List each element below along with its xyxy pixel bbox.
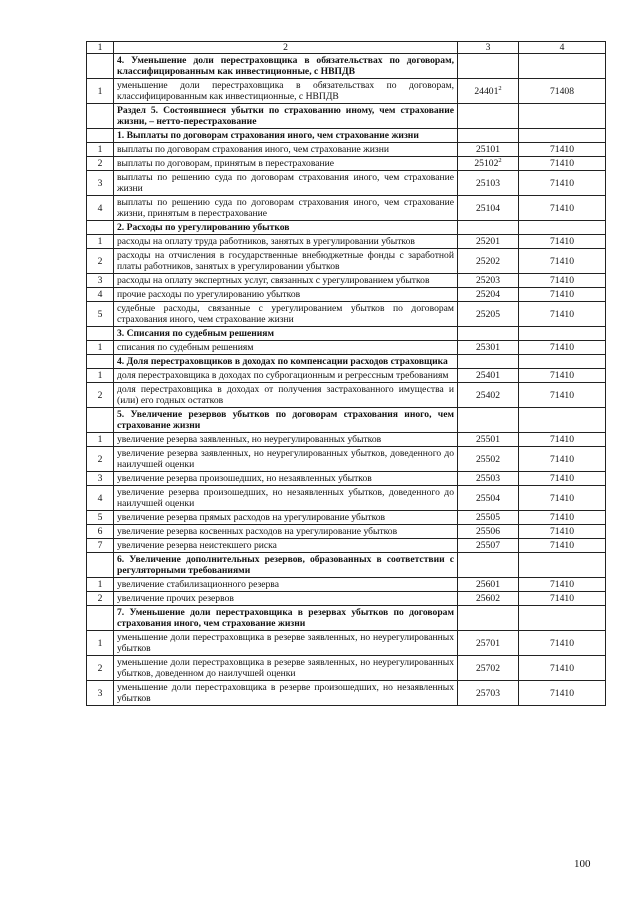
symbol-code: 71410 bbox=[519, 249, 606, 274]
row-number: 1 bbox=[87, 369, 114, 383]
account-code-value: 25202 bbox=[476, 255, 500, 267]
table-row bbox=[87, 486, 606, 511]
table-row bbox=[87, 447, 606, 472]
table-row bbox=[87, 274, 606, 288]
account-code bbox=[458, 486, 519, 511]
table-row bbox=[87, 235, 606, 249]
header-col-1: 1 bbox=[87, 42, 114, 54]
item-description: списания по судебным решениям bbox=[114, 341, 458, 355]
table-row bbox=[87, 302, 606, 327]
symbol-code bbox=[519, 606, 606, 631]
table-row bbox=[87, 656, 606, 681]
symbol-code: 71410 bbox=[519, 302, 606, 327]
account-code bbox=[458, 606, 519, 631]
row-number: 2 bbox=[87, 157, 114, 171]
symbol-code: 71410 bbox=[519, 472, 606, 486]
table-body bbox=[87, 42, 606, 706]
section-heading-row bbox=[87, 129, 606, 143]
row-number bbox=[87, 355, 114, 369]
row-number bbox=[87, 408, 114, 433]
account-code-value: 25103 bbox=[476, 177, 500, 189]
account-code bbox=[458, 681, 519, 706]
account-code bbox=[458, 578, 519, 592]
row-number bbox=[87, 221, 114, 235]
symbol-code: 71410 bbox=[519, 341, 606, 355]
section-title: 6. Увеличение дополнительных резервов, образованных в соответствии с регуляторными требованиями bbox=[114, 553, 458, 578]
item-description: расходы на оплату труда работников, занятых в урегулировании убытков bbox=[114, 235, 458, 249]
row-number: 1 bbox=[87, 578, 114, 592]
symbol-code: 71410 bbox=[519, 486, 606, 511]
account-code bbox=[458, 302, 519, 327]
symbol-code bbox=[519, 553, 606, 578]
item-description: выплаты по договорам страхования иного, чем страхование жизни bbox=[114, 143, 458, 157]
section-title: 7. Уменьшение доли перестраховщика в резервах убытков по договорам страхования иного, чем страхование жизни bbox=[114, 606, 458, 631]
account-code bbox=[458, 433, 519, 447]
symbol-code: 71410 bbox=[519, 171, 606, 196]
page-number: 100 bbox=[574, 858, 591, 870]
row-number: 1 bbox=[87, 143, 114, 157]
account-code bbox=[458, 592, 519, 606]
row-number bbox=[87, 129, 114, 143]
account-code-value: 25602 bbox=[476, 593, 500, 604]
item-description: расходы на оплату экспертных услуг, связанных с урегулированием убытков bbox=[114, 274, 458, 288]
row-number: 1 bbox=[87, 433, 114, 447]
symbol-code bbox=[519, 355, 606, 369]
item-description: увеличение резерва прямых расходов на урегулирование убытков bbox=[114, 511, 458, 525]
section-title: Раздел 5. Состоявшиеся убытки по страхованию иному, чем страхование жизни, – нетто-перестрахование bbox=[114, 104, 458, 129]
account-code bbox=[458, 327, 519, 341]
account-code-value: 25205 bbox=[476, 308, 500, 320]
account-code-value: 24401 bbox=[474, 85, 499, 97]
account-code bbox=[458, 472, 519, 486]
symbol-code bbox=[519, 129, 606, 143]
item-description: увеличение резерва произошедших, но незаявленных убытков bbox=[114, 472, 458, 486]
symbol-code: 71410 bbox=[519, 525, 606, 539]
symbol-code: 71410 bbox=[519, 157, 606, 171]
account-code bbox=[458, 235, 519, 249]
account-code-value: 25601 bbox=[476, 579, 500, 590]
account-code bbox=[458, 249, 519, 274]
account-code-value: 25502 bbox=[476, 453, 500, 465]
account-code bbox=[458, 553, 519, 578]
table-row bbox=[87, 631, 606, 656]
symbol-code bbox=[519, 327, 606, 341]
account-code-value: 25402 bbox=[476, 389, 500, 401]
table-row bbox=[87, 525, 606, 539]
row-number: 4 bbox=[87, 196, 114, 221]
item-description: увеличение резерва косвенных расходов на урегулирование убытков bbox=[114, 525, 458, 539]
row-number: 6 bbox=[87, 525, 114, 539]
item-description: уменьшение доли перестраховщика в резерве заявленных, но неурегулированных убытков bbox=[114, 631, 458, 656]
account-code-value: 25702 bbox=[476, 662, 500, 674]
header-col-4: 4 bbox=[519, 42, 606, 54]
account-code-value: 25504 bbox=[476, 492, 500, 504]
symbol-code: 71410 bbox=[519, 383, 606, 408]
account-code-value: 25301 bbox=[476, 342, 500, 353]
account-code bbox=[458, 631, 519, 656]
row-number: 2 bbox=[87, 447, 114, 472]
row-number: 2 bbox=[87, 656, 114, 681]
symbol-code: 71410 bbox=[519, 681, 606, 706]
item-description: увеличение резерва неистекшего риска bbox=[114, 539, 458, 553]
account-code bbox=[458, 143, 519, 157]
section-heading-row bbox=[87, 221, 606, 235]
item-description: выплаты по решению суда по договорам страхования иного, чем страхование жизни, принятым в перестрахование bbox=[114, 196, 458, 221]
table-row bbox=[87, 249, 606, 274]
account-code-value: 25503 bbox=[476, 473, 500, 484]
table-row bbox=[87, 143, 606, 157]
section-title: 2. Расходы по урегулированию убытков bbox=[114, 221, 458, 235]
section-title: 3. Списания по судебным решениям bbox=[114, 327, 458, 341]
section-heading-row bbox=[87, 327, 606, 341]
item-description: увеличение прочих резервов bbox=[114, 592, 458, 606]
item-description: судебные расходы, связанные с урегулированием убытков по договорам страхования иного, чем страхование жизни bbox=[114, 302, 458, 327]
account-code bbox=[458, 196, 519, 221]
section-heading-row bbox=[87, 54, 606, 79]
symbol-code: 71410 bbox=[519, 511, 606, 525]
header-col-2: 2 bbox=[114, 42, 458, 54]
table-row bbox=[87, 288, 606, 302]
section-heading-row bbox=[87, 553, 606, 578]
account-code bbox=[458, 355, 519, 369]
row-number: 3 bbox=[87, 274, 114, 288]
symbol-code: 71410 bbox=[519, 196, 606, 221]
row-number bbox=[87, 553, 114, 578]
account-code bbox=[458, 79, 519, 104]
row-number: 3 bbox=[87, 472, 114, 486]
symbol-code: 71410 bbox=[519, 539, 606, 553]
item-description: увеличение резерва заявленных, но неурегулированных убытков bbox=[114, 433, 458, 447]
account-code-value: 25507 bbox=[476, 540, 500, 551]
account-code bbox=[458, 539, 519, 553]
footnote-marker: 2 bbox=[498, 84, 502, 92]
symbol-code: 71410 bbox=[519, 447, 606, 472]
footnote-marker: 2 bbox=[498, 156, 502, 164]
item-description: увеличение резерва произошедших, но незаявленных убытков, доведенного до наилучшей оценки bbox=[114, 486, 458, 511]
account-code bbox=[458, 129, 519, 143]
account-code-value: 25506 bbox=[476, 526, 500, 537]
row-number: 7 bbox=[87, 539, 114, 553]
account-code bbox=[458, 171, 519, 196]
table-row bbox=[87, 681, 606, 706]
header-col-3: 3 bbox=[458, 42, 519, 54]
item-description: уменьшение доли перестраховщика в обязательствах по договорам, классифицированным как инвестиционные, с НВПДВ bbox=[114, 79, 458, 104]
row-number: 4 bbox=[87, 288, 114, 302]
section-heading-row bbox=[87, 408, 606, 433]
item-description: доля перестраховщика в доходах от получения застрахованного имущества и (или) его годных остатков bbox=[114, 383, 458, 408]
symbol-code bbox=[519, 54, 606, 79]
table-row bbox=[87, 171, 606, 196]
table-row bbox=[87, 369, 606, 383]
account-code-value: 25505 bbox=[476, 512, 500, 523]
account-code-value: 25501 bbox=[476, 434, 500, 445]
item-description: уменьшение доли перестраховщика в резерве заявленных, но неурегулированных убытков, доведенном до наилучшей оценки bbox=[114, 656, 458, 681]
table-row bbox=[87, 433, 606, 447]
symbol-code: 71410 bbox=[519, 631, 606, 656]
table-row bbox=[87, 539, 606, 553]
table-row bbox=[87, 383, 606, 408]
section-title: 5. Увеличение резервов убытков по договорам страхования иного, чем страхование жизни bbox=[114, 408, 458, 433]
section-title: 4. Доля перестраховщиков в доходах по компенсации расходов страховщика bbox=[114, 355, 458, 369]
account-code bbox=[458, 369, 519, 383]
table-row bbox=[87, 79, 606, 104]
section-heading-row bbox=[87, 104, 606, 129]
item-description: увеличение стабилизационного резерва bbox=[114, 578, 458, 592]
section-title: 1. Выплаты по договорам страхования иного, чем страхование жизни bbox=[114, 129, 458, 143]
row-number: 3 bbox=[87, 171, 114, 196]
row-number: 3 bbox=[87, 681, 114, 706]
symbol-code: 71410 bbox=[519, 656, 606, 681]
account-code bbox=[458, 511, 519, 525]
symbol-code: 71408 bbox=[519, 79, 606, 104]
item-description: доля перестраховщика в доходах по суброгационным и регрессным требованиям bbox=[114, 369, 458, 383]
accounts-table bbox=[86, 41, 606, 706]
row-number bbox=[87, 54, 114, 79]
account-code-value: 25203 bbox=[476, 275, 500, 286]
table-row bbox=[87, 341, 606, 355]
account-code-value: 25703 bbox=[476, 687, 500, 699]
account-code bbox=[458, 383, 519, 408]
symbol-code: 71410 bbox=[519, 369, 606, 383]
item-description: уменьшение доли перестраховщика в резерве произошедших, но незаявленных убытков bbox=[114, 681, 458, 706]
account-code-value: 25201 bbox=[476, 236, 500, 247]
item-description: прочие расходы по урегулированию убытков bbox=[114, 288, 458, 302]
table-row bbox=[87, 157, 606, 171]
row-number: 2 bbox=[87, 249, 114, 274]
row-number: 5 bbox=[87, 302, 114, 327]
symbol-code bbox=[519, 104, 606, 129]
row-number: 2 bbox=[87, 383, 114, 408]
item-description: выплаты по договорам, принятым в перестрахование bbox=[114, 157, 458, 171]
account-code-value: 25101 bbox=[476, 144, 500, 155]
row-number bbox=[87, 104, 114, 129]
account-code bbox=[458, 408, 519, 433]
account-code bbox=[458, 341, 519, 355]
symbol-code: 71410 bbox=[519, 235, 606, 249]
account-code bbox=[458, 447, 519, 472]
account-code bbox=[458, 274, 519, 288]
account-code bbox=[458, 104, 519, 129]
account-code-value: 25204 bbox=[476, 289, 500, 300]
account-code bbox=[458, 288, 519, 302]
symbol-code: 71410 bbox=[519, 288, 606, 302]
account-code bbox=[458, 54, 519, 79]
section-title: 4. Уменьшение доли перестраховщика в обязательствах по договорам, классифицированным как инвестиционные, с НВПДВ bbox=[114, 54, 458, 79]
section-heading-row bbox=[87, 606, 606, 631]
table-row bbox=[87, 592, 606, 606]
row-number: 4 bbox=[87, 486, 114, 511]
table-header-row bbox=[87, 42, 606, 54]
symbol-code: 71410 bbox=[519, 433, 606, 447]
table-row bbox=[87, 511, 606, 525]
account-code bbox=[458, 221, 519, 235]
symbol-code: 71410 bbox=[519, 578, 606, 592]
row-number: 1 bbox=[87, 631, 114, 656]
account-code bbox=[458, 656, 519, 681]
symbol-code: 71410 bbox=[519, 143, 606, 157]
account-code-value: 25104 bbox=[476, 202, 500, 214]
row-number: 5 bbox=[87, 511, 114, 525]
row-number bbox=[87, 606, 114, 631]
account-code bbox=[458, 525, 519, 539]
account-code-value: 25102 bbox=[474, 158, 499, 169]
symbol-code bbox=[519, 221, 606, 235]
row-number: 1 bbox=[87, 79, 114, 104]
table-row bbox=[87, 578, 606, 592]
row-number: 1 bbox=[87, 235, 114, 249]
item-description: выплаты по решению суда по договорам страхования иного, чем страхование жизни bbox=[114, 171, 458, 196]
table-row bbox=[87, 196, 606, 221]
account-code-value: 25401 bbox=[476, 370, 500, 381]
item-description: расходы на отчисления в государственные внебюджетные фонды с заработной платы работников, занятых в урегулировании убытков bbox=[114, 249, 458, 274]
symbol-code: 71410 bbox=[519, 274, 606, 288]
table-row bbox=[87, 472, 606, 486]
symbol-code bbox=[519, 408, 606, 433]
item-description: увеличение резерва заявленных, но неурегулированных убытков, доведенного до наилучшей оценки bbox=[114, 447, 458, 472]
row-number: 1 bbox=[87, 341, 114, 355]
section-heading-row bbox=[87, 355, 606, 369]
account-code bbox=[458, 157, 519, 171]
row-number: 2 bbox=[87, 592, 114, 606]
symbol-code: 71410 bbox=[519, 592, 606, 606]
account-code-value: 25701 bbox=[476, 637, 500, 649]
row-number bbox=[87, 327, 114, 341]
